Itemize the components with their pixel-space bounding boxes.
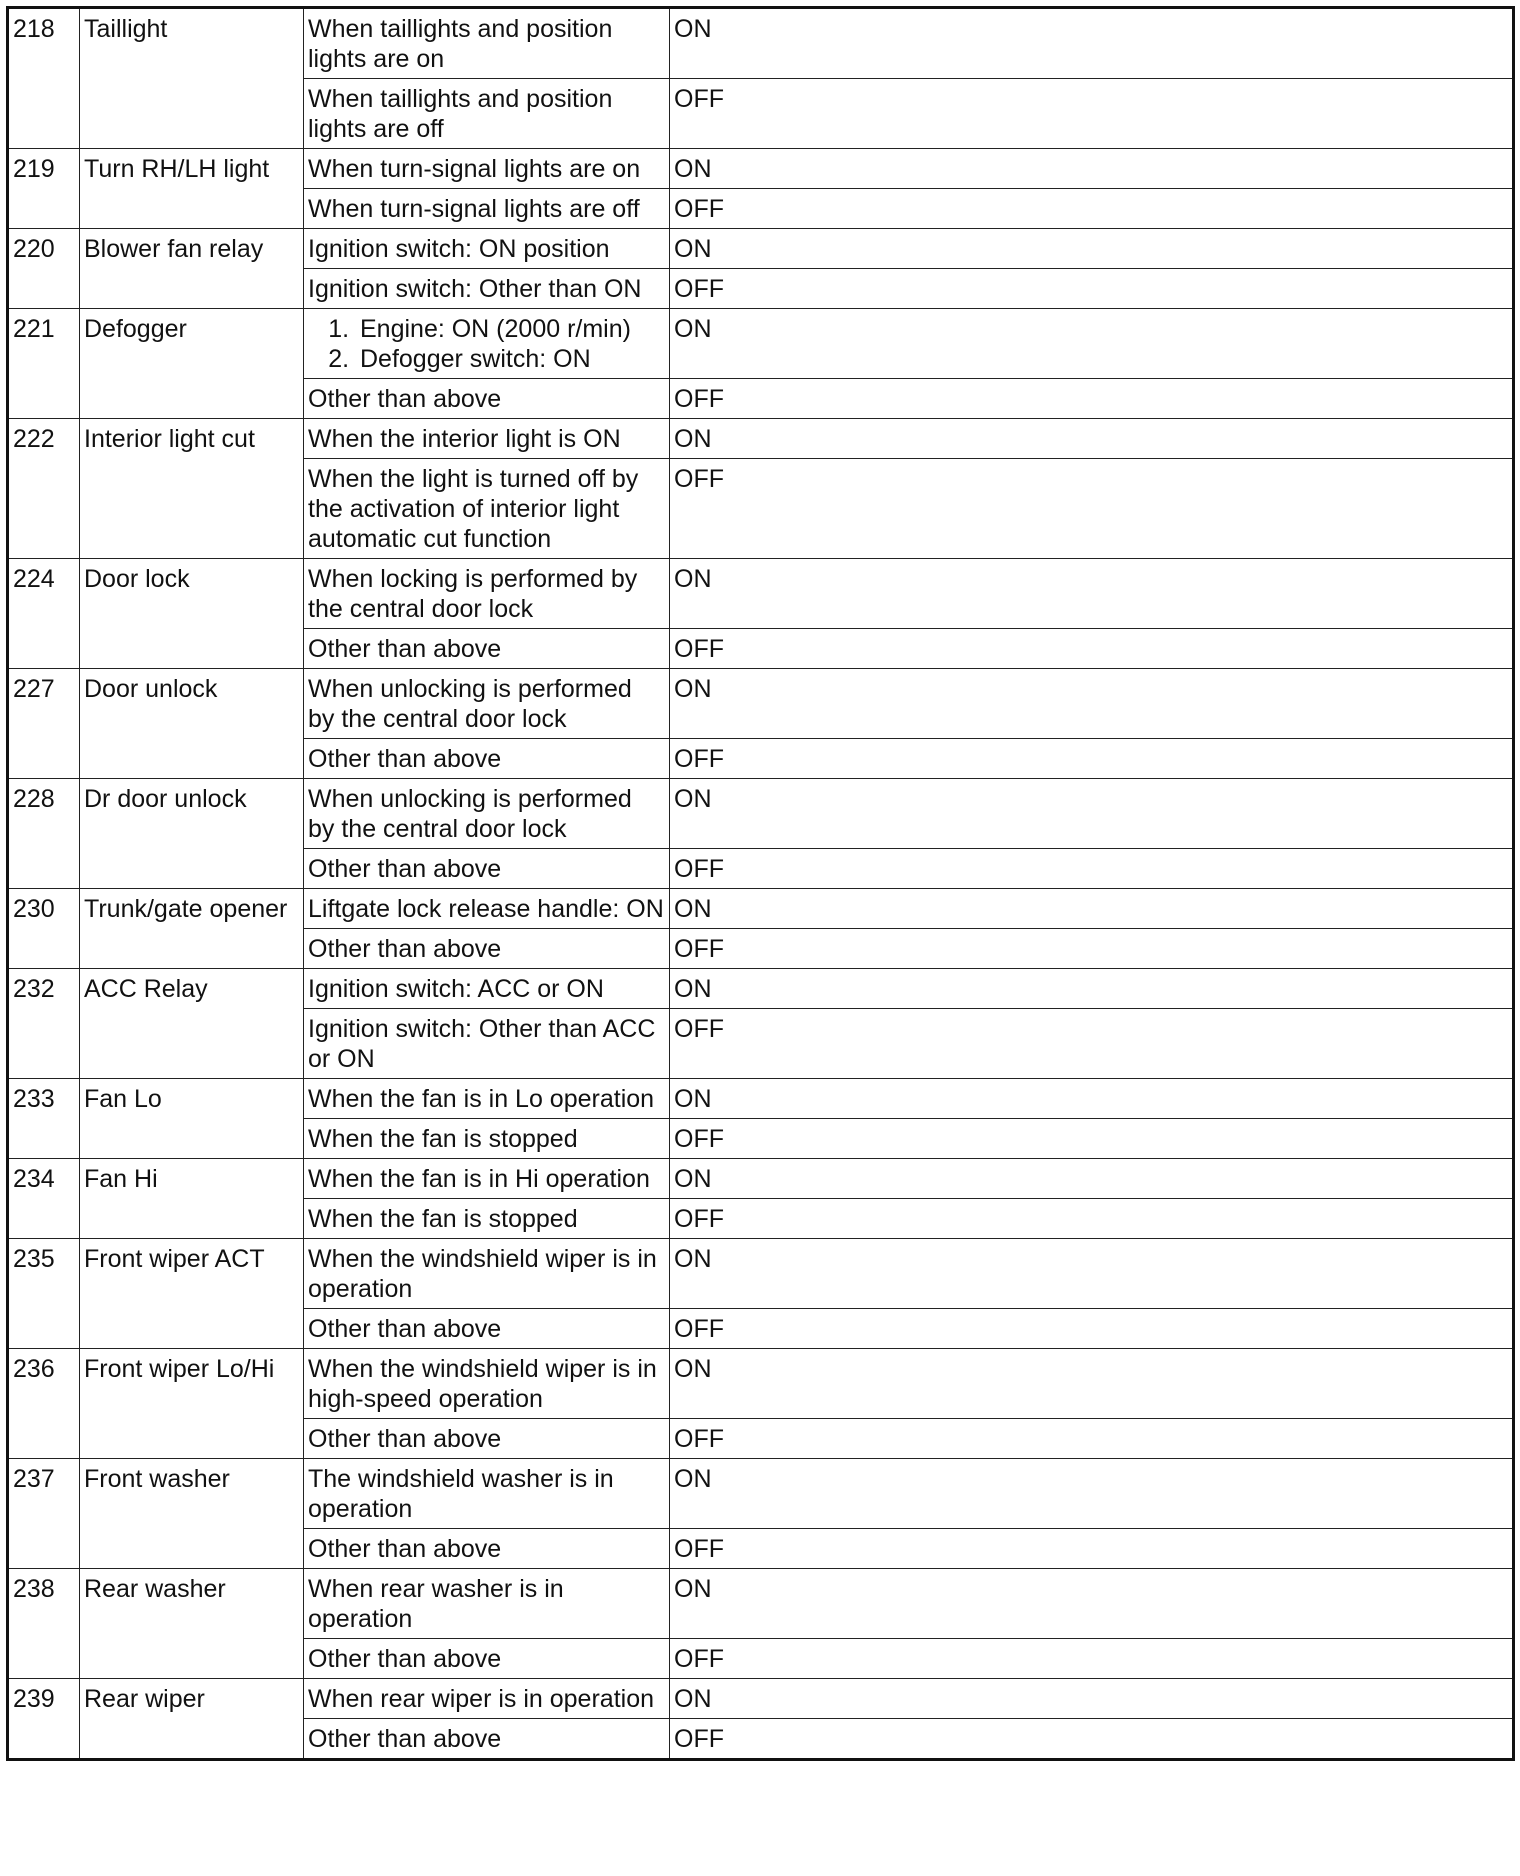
condition-cell: When unlocking is performed by the central door lock [304, 779, 670, 849]
item-name: Interior light cut [80, 419, 304, 559]
value-cell: OFF [670, 79, 1514, 149]
table-row [8, 229, 1514, 269]
table-row [8, 149, 1514, 189]
condition-cell: Other than above [304, 849, 670, 889]
condition-cell: When the fan is in Lo operation [304, 1079, 670, 1119]
item-name: Fan Hi [80, 1159, 304, 1239]
value-cell: ON [670, 229, 1514, 269]
value-cell: ON [670, 1079, 1514, 1119]
table-row [8, 1239, 1514, 1309]
table-row [8, 1569, 1514, 1639]
condition-cell: When taillights and position lights are on [304, 8, 670, 79]
item-name: Rear washer [80, 1569, 304, 1679]
value-cell: ON [670, 419, 1514, 459]
item-number: 222 [8, 419, 80, 559]
item-number: 232 [8, 969, 80, 1079]
item-name: Fan Lo [80, 1079, 304, 1159]
value-cell: OFF [670, 1119, 1514, 1159]
item-number: 221 [8, 309, 80, 419]
document-page [6, 6, 1512, 1761]
value-cell: OFF [670, 849, 1514, 889]
item-name: Dr door unlock [80, 779, 304, 889]
value-cell: OFF [670, 1419, 1514, 1459]
condition-cell: Ignition switch: Other than ON [304, 269, 670, 309]
item-number: 238 [8, 1569, 80, 1679]
item-number: 237 [8, 1459, 80, 1569]
table-row [8, 559, 1514, 629]
item-number: 220 [8, 229, 80, 309]
value-cell: OFF [670, 459, 1514, 559]
condition-cell: When turn-signal lights are off [304, 189, 670, 229]
condition-cell: When the light is turned off by the activation of interior light automatic cut function [304, 459, 670, 559]
item-name: Defogger [80, 309, 304, 419]
condition-cell [304, 309, 670, 379]
item-name: Door lock [80, 559, 304, 669]
condition-cell: Other than above [304, 1639, 670, 1679]
value-cell: OFF [670, 1719, 1514, 1760]
value-cell: ON [670, 889, 1514, 929]
table-row [8, 8, 1514, 79]
condition-cell: Ignition switch: Other than ACC or ON [304, 1009, 670, 1079]
condition-cell: When the fan is stopped [304, 1199, 670, 1239]
table-row [8, 779, 1514, 849]
item-name: ACC Relay [80, 969, 304, 1079]
condition-cell: Ignition switch: ACC or ON [304, 969, 670, 1009]
condition-cell: Other than above [304, 929, 670, 969]
condition-cell: Other than above [304, 739, 670, 779]
table-row [8, 889, 1514, 929]
condition-cell: When rear wiper is in operation [304, 1679, 670, 1719]
table-row [8, 419, 1514, 459]
condition-cell: When the fan is stopped [304, 1119, 670, 1159]
item-number: 234 [8, 1159, 80, 1239]
condition-cell: When taillights and position lights are off [304, 79, 670, 149]
value-cell: ON [670, 1239, 1514, 1309]
condition-cell: When rear washer is in operation [304, 1569, 670, 1639]
table-body [8, 8, 1514, 1760]
item-number: 228 [8, 779, 80, 889]
item-number: 224 [8, 559, 80, 669]
condition-cell: Other than above [304, 1309, 670, 1349]
item-number: 227 [8, 669, 80, 779]
value-cell: OFF [670, 1309, 1514, 1349]
value-cell: ON [670, 1459, 1514, 1529]
condition-cell: Other than above [304, 1529, 670, 1569]
condition-cell: When the windshield wiper is in high-speed operation [304, 1349, 670, 1419]
condition-cell: Ignition switch: ON position [304, 229, 670, 269]
value-cell: ON [670, 1159, 1514, 1199]
item-name: Rear wiper [80, 1679, 304, 1760]
condition-cell: When locking is performed by the central door lock [304, 559, 670, 629]
value-cell: OFF [670, 1009, 1514, 1079]
value-cell: ON [670, 1349, 1514, 1419]
item-name: Front wiper Lo/Hi [80, 1349, 304, 1459]
item-number: 230 [8, 889, 80, 969]
value-cell: OFF [670, 269, 1514, 309]
item-name: Front wiper ACT [80, 1239, 304, 1349]
value-cell: ON [670, 8, 1514, 79]
value-cell: ON [670, 309, 1514, 379]
value-cell: OFF [670, 739, 1514, 779]
value-cell: ON [670, 969, 1514, 1009]
item-name: Front washer [80, 1459, 304, 1569]
table-row [8, 669, 1514, 739]
value-cell: OFF [670, 1639, 1514, 1679]
table-row [8, 1459, 1514, 1529]
table-row [8, 1679, 1514, 1719]
value-cell: OFF [670, 1529, 1514, 1569]
condition-list-item: 2. Defogger switch: ON [356, 344, 664, 374]
item-number: 235 [8, 1239, 80, 1349]
item-name: Trunk/gate opener [80, 889, 304, 969]
value-cell: ON [670, 149, 1514, 189]
table-row [8, 1079, 1514, 1119]
value-cell: OFF [670, 929, 1514, 969]
condition-cell: Other than above [304, 1419, 670, 1459]
condition-cell: Other than above [304, 379, 670, 419]
condition-cell: Other than above [304, 629, 670, 669]
condition-cell: When turn-signal lights are on [304, 149, 670, 189]
condition-cell: When the windshield wiper is in operation [304, 1239, 670, 1309]
value-cell: ON [670, 1679, 1514, 1719]
value-cell: OFF [670, 629, 1514, 669]
value-cell: OFF [670, 1199, 1514, 1239]
condition-cell: Liftgate lock release handle: ON [304, 889, 670, 929]
item-number: 233 [8, 1079, 80, 1159]
table-row [8, 969, 1514, 1009]
item-name: Door unlock [80, 669, 304, 779]
condition-list [308, 314, 664, 374]
condition-list-item: 1. Engine: ON (2000 r/min) [356, 314, 664, 344]
condition-cell: Other than above [304, 1719, 670, 1760]
condition-cell: When unlocking is performed by the central door lock [304, 669, 670, 739]
value-cell: ON [670, 669, 1514, 739]
item-number: 239 [8, 1679, 80, 1760]
table-row [8, 309, 1514, 379]
value-cell: OFF [670, 189, 1514, 229]
value-cell: ON [670, 779, 1514, 849]
table-row [8, 1159, 1514, 1199]
condition-cell: When the fan is in Hi operation [304, 1159, 670, 1199]
value-cell: ON [670, 559, 1514, 629]
item-name: Taillight [80, 8, 304, 149]
table-row [8, 1349, 1514, 1419]
condition-cell: The windshield washer is in operation [304, 1459, 670, 1529]
item-name: Turn RH/LH light [80, 149, 304, 229]
item-number: 218 [8, 8, 80, 149]
condition-cell: When the interior light is ON [304, 419, 670, 459]
value-cell: ON [670, 1569, 1514, 1639]
item-name: Blower fan relay [80, 229, 304, 309]
status-table [6, 6, 1515, 1761]
item-number: 219 [8, 149, 80, 229]
value-cell: OFF [670, 379, 1514, 419]
item-number: 236 [8, 1349, 80, 1459]
